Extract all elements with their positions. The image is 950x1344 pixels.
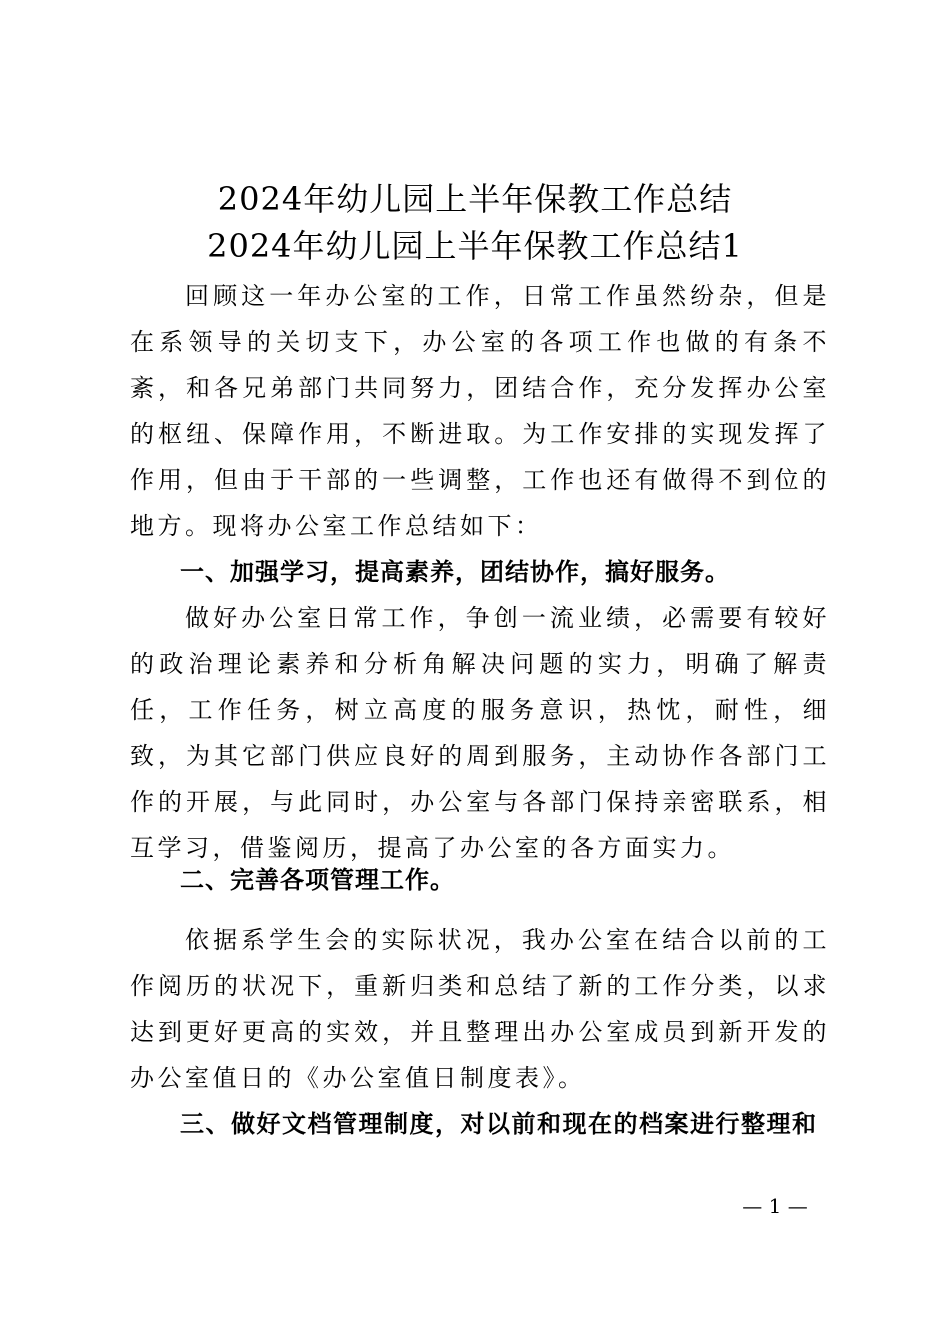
section-heading: 二、完善各项管理工作。 bbox=[180, 866, 455, 894]
body-paragraph: 依据系学生会的实际状况，我办公室在结合以前的工作阅历的状况下，重新归类和总结了新的工作分类，以求达到更好更高的实效，并且整理出办公室成员到新开发的办公室值日的《办公室值日制度表》。 bbox=[130, 926, 830, 1092]
page-number: — 1 — bbox=[742, 1194, 808, 1218]
section-heading: 一、加强学习，提高素养，团结协作，搞好服务。 bbox=[180, 558, 730, 586]
body-paragraph: 回顾这一年办公室的工作，日常工作虽然纷杂，但是在系领导的关切支下，办公室的各项工作也做的有条不紊，和各兄弟部门共同努力，团结合作，充分发挥办公室的枢纽、保障作用，不断进取。为工作安排的实现发挥了作用，但由于干部的一些调整，工作也还有做得不到位的地方。现将办公室工作总结如下： bbox=[130, 282, 830, 540]
body-paragraph: 做好办公室日常工作，争创一流业绩，必需要有较好的政治理论素养和分析角解决问题的实力，明确了解责任，工作任务，树立高度的服务意识，热忱，耐性，细致，为其它部门供应良好的周到服务，主动协作各部门工作的开展，与此同时，办公室与各部门保持亲密联系，相互学习，借鉴阅历，提高了办公室的各方面实力。 bbox=[130, 604, 830, 862]
document-title: 2024年幼儿园上半年保教工作总结 bbox=[217, 180, 733, 218]
document-subtitle: 2024年幼儿园上半年保教工作总结1 bbox=[207, 227, 743, 265]
section-heading: 三、做好文档管理制度，对以前和现在的档案进行整理和 bbox=[180, 1110, 818, 1138]
